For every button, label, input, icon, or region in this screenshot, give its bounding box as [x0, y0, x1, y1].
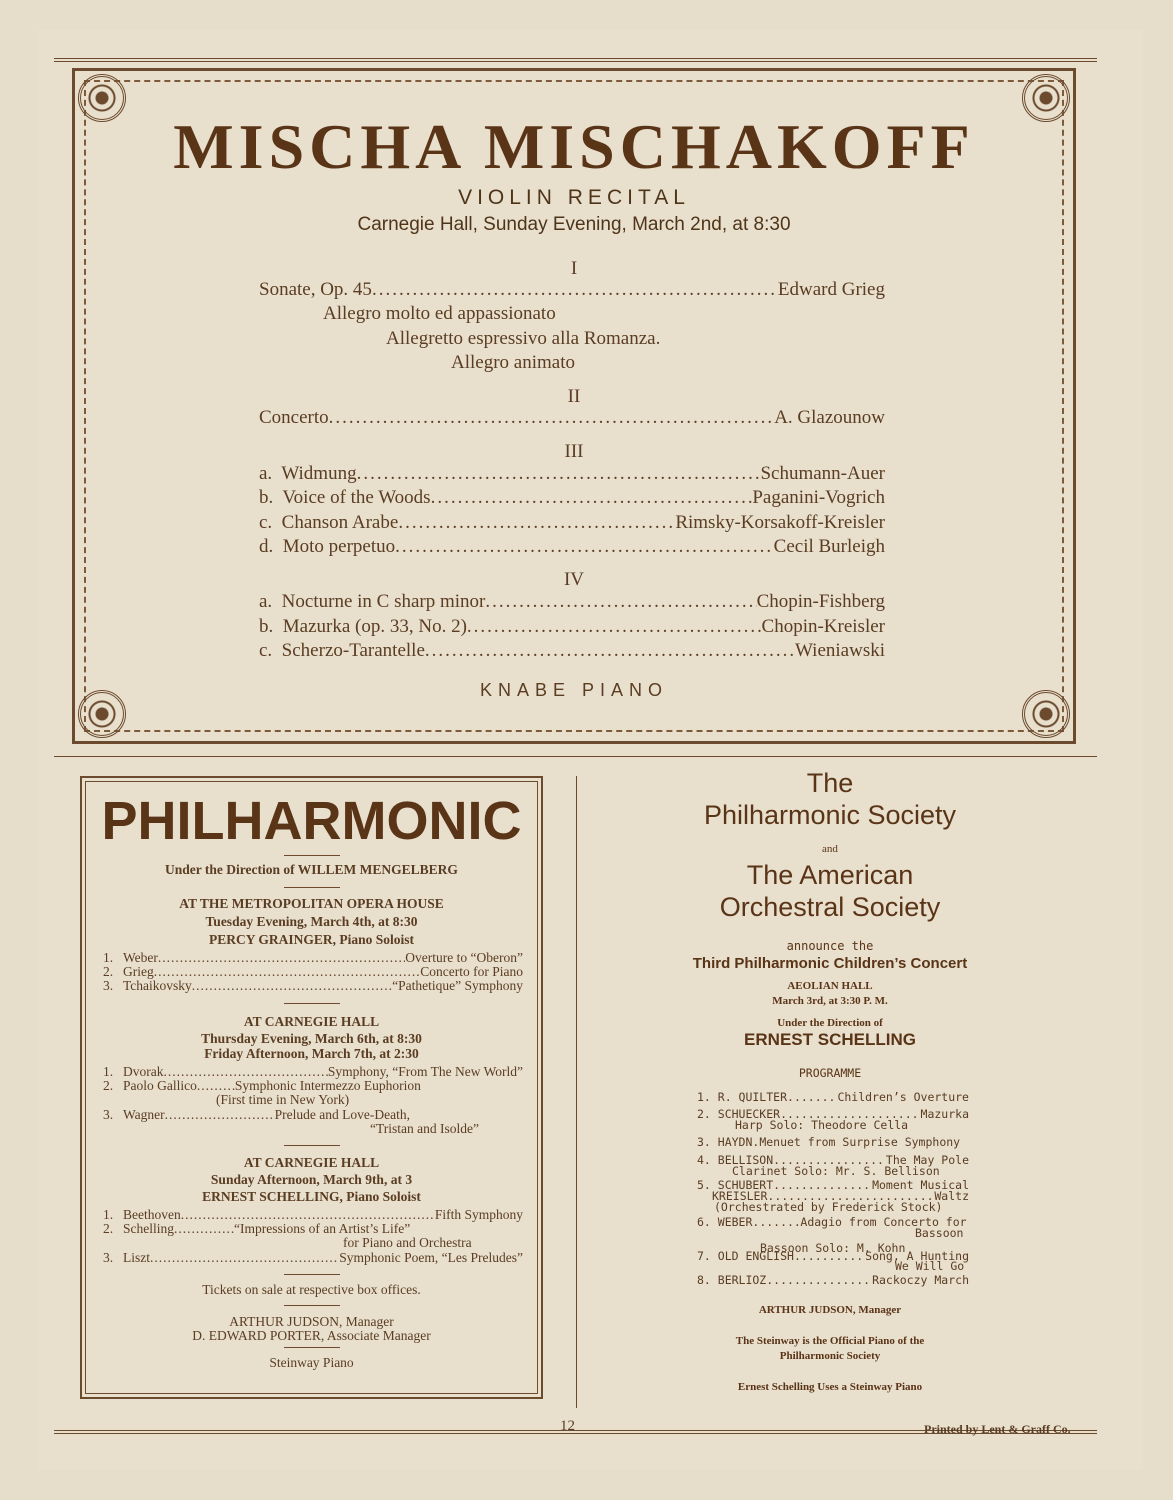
work-title: Sonate, Op. 45 — [259, 279, 372, 300]
composer: Chopin-Kreisler — [761, 616, 885, 637]
composer: 1. R. QUILTER — [697, 1090, 788, 1104]
recital-title: MISCHA MISCHAKOFF — [173, 111, 975, 182]
work-title: b. Mazurka (op. 33, No. 2) — [259, 616, 467, 637]
work-title: c. Chanson Arabe — [259, 512, 399, 533]
item-number: 2. — [103, 1221, 114, 1236]
heading-and: and — [822, 843, 838, 855]
work-title: Mazurka — [920, 1107, 969, 1121]
composer: Chopin-Fishberg — [756, 591, 885, 612]
composer: Rimsky-Korsakoff-Kreisler — [675, 512, 885, 533]
work-title: a. Nocturne in C sharp minor — [259, 591, 486, 612]
program-row — [259, 640, 885, 662]
hall: AEOLIAN HALL — [787, 980, 873, 992]
composer: Tchaikovsky — [123, 978, 192, 993]
work-title: “Pathetique” Symphony — [392, 978, 523, 993]
manager: ARTHUR JUDSON, Manager — [229, 1314, 394, 1329]
work-title: a. Widmung — [259, 463, 357, 484]
composer: Liszt — [123, 1250, 150, 1265]
work-title: Adagio from Concerto for — [800, 1215, 967, 1229]
announce: announce the — [786, 939, 874, 953]
movement: Allegretto espressivo alla Romanza. — [386, 328, 661, 349]
work-title: Concerto for Piano — [420, 964, 523, 979]
program-row — [259, 512, 885, 534]
programme-heading: PROGRAMME — [798, 1066, 862, 1080]
programme-row — [697, 1273, 969, 1287]
heading-society: Philharmonic Society — [703, 800, 957, 830]
steinway-note: Philharmonic Society — [779, 1350, 881, 1362]
solo-note: (Orchestrated by Frederick Stock) — [714, 1200, 943, 1214]
direction: Under the Direction of — [777, 1017, 883, 1029]
page-number: 12 — [560, 1418, 575, 1434]
movement: Allegro animato — [451, 352, 575, 373]
work-title: d. Moto perpetuo — [259, 536, 396, 557]
composer: A. Glazounow — [774, 407, 885, 428]
composer: 2. SCHUECKER — [697, 1107, 781, 1121]
date: Tuesday Evening, March 4th, at 8:30 — [205, 914, 418, 929]
soloist: PERCY GRAINGER, Piano Soloist — [208, 932, 415, 947]
short-rule — [284, 887, 340, 888]
solo-note: We Will Go — [895, 1259, 965, 1273]
work-title: Symphonic Intermezzo Euphorion — [234, 1078, 421, 1093]
schelling-note: Ernest Schelling Uses a Steinway Piano — [737, 1381, 923, 1393]
composer: 5. SCHUBERT — [697, 1178, 774, 1192]
date: Friday Afternoon, March 7th, at 2:30 — [204, 1046, 419, 1061]
item-number: 1. — [103, 1207, 114, 1222]
short-rule — [284, 1145, 340, 1146]
short-rule — [284, 855, 340, 856]
section-numeral: III — [564, 441, 584, 462]
solo-note: Clarinet Solo: Mr. S. Bellison — [732, 1164, 940, 1178]
steinway-note: The Steinway is the Official Piano of the — [735, 1335, 925, 1347]
work-title: Song, A Hunting — [865, 1249, 969, 1263]
composer: Wieniawski — [795, 640, 885, 661]
recital-subtitle: VIOLIN RECITAL — [458, 186, 690, 209]
composer: Weber — [123, 950, 158, 965]
printer-credit: Printed by Lent & Graff Co. — [924, 1422, 1071, 1436]
venue: AT THE METROPOLITAN OPERA HOUSE — [179, 896, 444, 911]
short-rule — [284, 1305, 340, 1306]
programme-row — [697, 1090, 969, 1104]
section-numeral: I — [570, 258, 578, 279]
solo-note: Harp Solo: Theodore Cella — [735, 1118, 909, 1132]
composer: Schelling — [123, 1221, 174, 1236]
heading-society: The American — [746, 860, 914, 890]
work-title: Menuet from Surprise Symphony — [759, 1135, 961, 1149]
work-title: “Impressions of an Artist’s Life” — [234, 1221, 411, 1236]
section-numeral: II — [567, 386, 581, 407]
composer: 3. HAYDN. — [697, 1135, 760, 1149]
item-number: 2. — [103, 1078, 114, 1093]
composer: Cecil Burleigh — [773, 536, 885, 557]
composer: Edward Grieg — [777, 279, 885, 300]
short-rule — [284, 1003, 340, 1004]
venue: AT CARNEGIE HALL — [243, 1155, 380, 1170]
program-row — [259, 487, 885, 509]
program-row — [103, 1250, 523, 1266]
short-rule — [284, 1274, 340, 1275]
program-row — [103, 978, 523, 994]
work-title: Children’s Overture — [837, 1090, 969, 1104]
work-title: Concerto — [259, 407, 329, 428]
item-number: 3. — [103, 1107, 114, 1122]
philharmonic-title: PHILHARMONIC — [101, 791, 522, 851]
composer: Dvorak — [123, 1064, 164, 1079]
soloist: ERNEST SCHELLING, Piano Soloist — [202, 1189, 421, 1204]
composer: 4. BELLISON — [697, 1153, 774, 1167]
item-number: 2. — [103, 964, 114, 979]
associate-manager: D. EDWARD PORTER, Associate Manager — [192, 1328, 431, 1343]
composer: Wagner — [123, 1107, 165, 1122]
composer: Paganini-Vogrich — [752, 487, 885, 508]
concert-title: Third Philharmonic Children’s Concert — [692, 955, 968, 972]
work-title: Fifth Symphony — [434, 1207, 523, 1222]
solo-note: Bassoon Solo: M. Kohn — [760, 1241, 906, 1255]
heading-the: The — [806, 768, 854, 798]
programme-row — [697, 1135, 969, 1149]
program-row — [259, 616, 885, 638]
work-title: b. Voice of the Woods — [259, 487, 431, 508]
work-title: Symphonic Poem, “Les Preludes” — [339, 1250, 523, 1265]
short-rule — [284, 1347, 340, 1348]
tickets-note: Tickets on sale at respective box offices. — [202, 1282, 421, 1297]
work-title: Overture to “Oberon” — [405, 950, 523, 965]
item-number: 3. — [103, 978, 114, 993]
composer: 8. BERLIOZ — [697, 1273, 767, 1287]
date: Sunday Afternoon, March 9th, at 3 — [210, 1172, 413, 1187]
column-divider — [576, 776, 577, 1408]
movement: Allegro molto ed appassionato — [323, 303, 556, 324]
recital-venue: Carnegie Hall, Sunday Evening, March 2nd, at 8:30 — [357, 214, 791, 235]
program-row — [259, 407, 885, 429]
composer: Beethoven — [123, 1207, 181, 1222]
section-divider — [54, 756, 1097, 757]
work-title: Prelude and Love-Death, — [274, 1107, 410, 1122]
composer: KREISLER — [712, 1189, 768, 1203]
item-number: 1. — [103, 950, 114, 965]
item-number: 1. — [103, 1064, 114, 1079]
work-title: Rackoczy March — [872, 1273, 969, 1287]
section-numeral: IV — [563, 569, 585, 590]
date: Thursday Evening, March 6th, at 8:30 — [201, 1031, 422, 1046]
conductor: ERNEST SCHELLING — [744, 1030, 916, 1049]
work-title: c. Scherzo-Tarantelle — [259, 640, 425, 661]
work-title: The May Pole — [885, 1153, 969, 1167]
work-title: Symphony, “From The New World” — [327, 1064, 523, 1079]
recital-piano: KNABE PIANO — [479, 680, 669, 700]
note: (First time in New York) — [216, 1092, 350, 1107]
composer: Grieg — [123, 964, 154, 979]
concert-date: March 3rd, at 3:30 P. M. — [772, 995, 888, 1007]
program-row — [259, 591, 885, 613]
composer: Schumann-Auer — [760, 463, 885, 484]
direction: Under the Direction of WILLEM MENGELBERG — [165, 862, 458, 877]
composer: Paolo Gallico — [123, 1078, 197, 1093]
program-row — [259, 463, 885, 485]
note: “Tristan and Isolde” — [370, 1121, 479, 1136]
item-number: 3. — [103, 1250, 114, 1265]
work-title: Moment Musical — [872, 1178, 969, 1192]
work-title: Waltz — [934, 1189, 969, 1203]
venue: AT CARNEGIE HALL — [243, 1014, 380, 1029]
solo-note: Bassoon — [915, 1226, 964, 1240]
composer: 7. OLD ENGLISH — [697, 1249, 794, 1263]
piano-note: Steinway Piano — [269, 1355, 354, 1370]
composer: 6. WEBER — [697, 1215, 753, 1229]
program-row — [259, 536, 885, 558]
program-row — [259, 279, 885, 301]
heading-society: Orchestral Society — [719, 892, 941, 922]
manager: ARTHUR JUDSON, Manager — [758, 1304, 902, 1316]
note: for Piano and Orchestra — [343, 1235, 472, 1250]
